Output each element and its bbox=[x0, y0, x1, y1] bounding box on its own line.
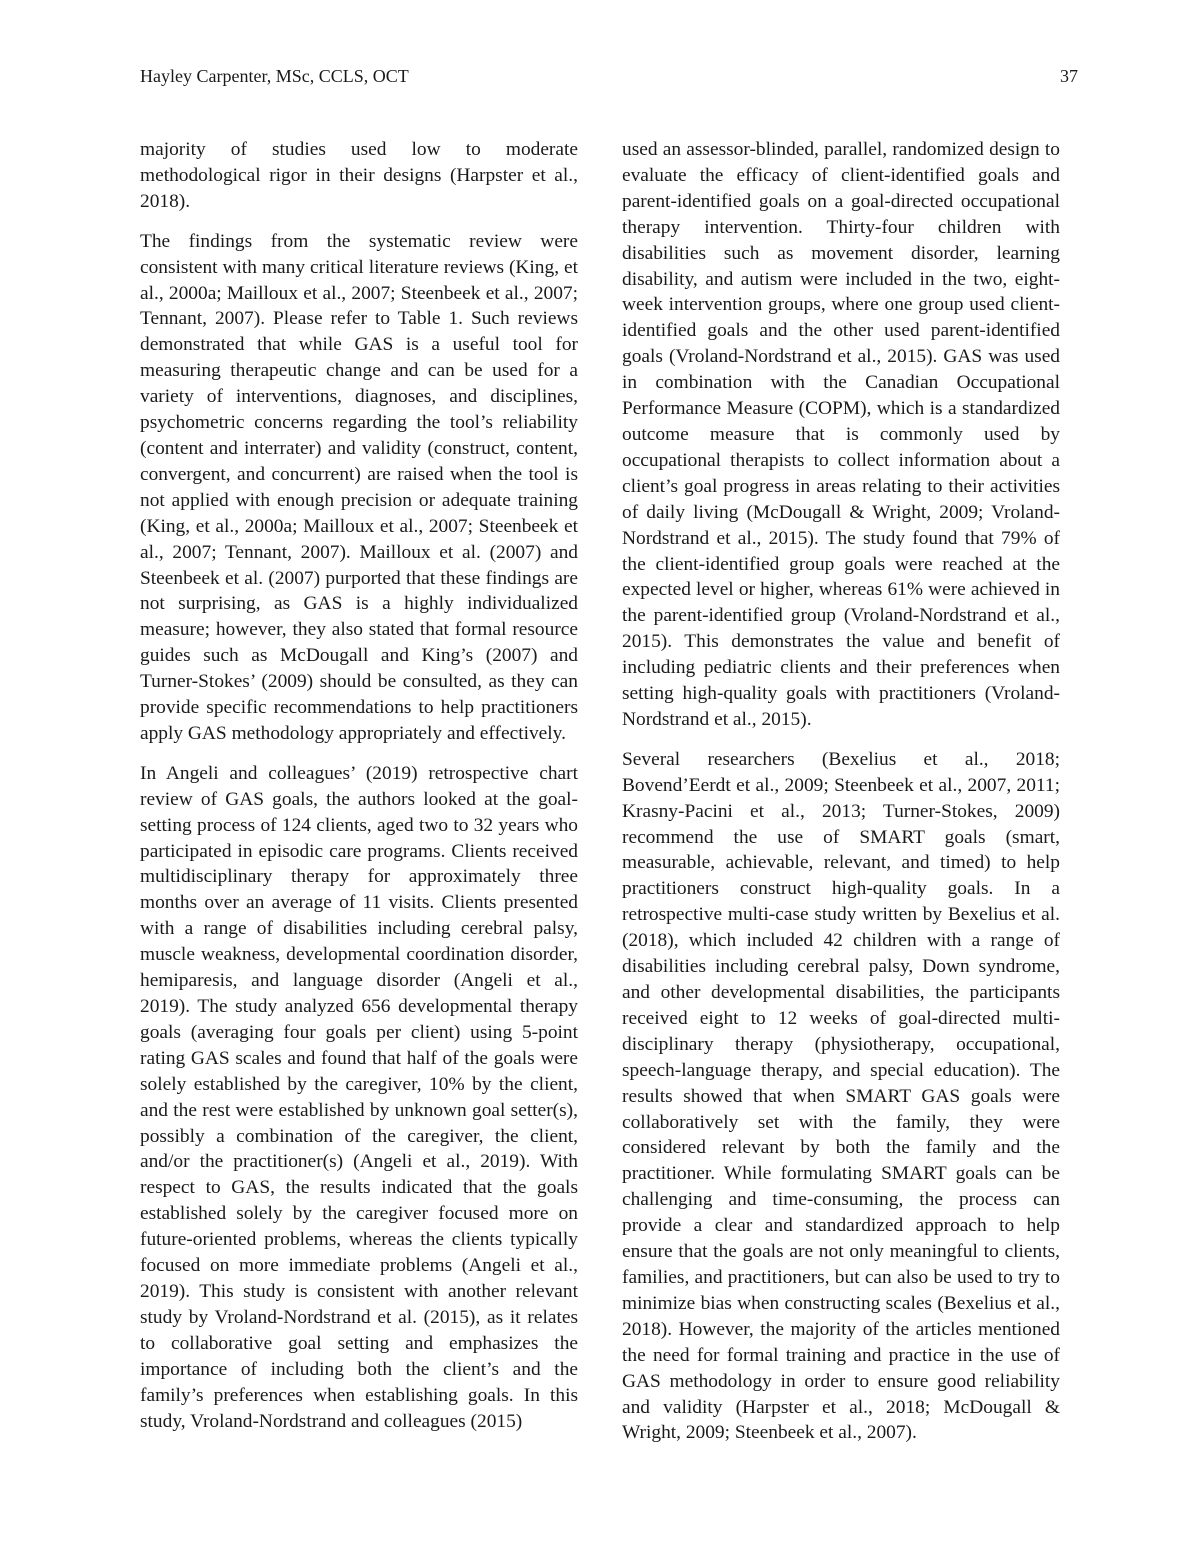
body-paragraph: The findings from the systematic review were consistent with many critical literature reviews (King, et al., 2000a; Mailloux et al., 2007; Steenbeek et al., 2007; Tennant, 2007). Please refer to Table 1. Such reviews demonstrated that while GAS is a useful tool for measuring therapeutic change and can be used for a variety of interventions, diagnoses, and disciplines, psychometric concerns regarding the tool’s reliability (content and interrater) and validity (construct, content, convergent, and concurrent) are raised when the tool is not applied with enough precision or adequate training (King, et al., 2000a; Mailloux et al., 2007; Steenbeek et al., 2007; Tennant, 2007). Mailloux et al. (2007) and Steenbeek et al. (2007) purported that these findings are not surprising, as GAS is a highly individualized measure; however, they also stated that formal resource guides such as McDougall and King’s (2007) and Turner-Stokes’ (2009) should be consulted, as they can provide specific recommendations to help practitioners apply GAS methodology appropriately and effectively. bbox=[140, 230, 578, 744]
body-paragraph: majority of studies used low to moderate methodological rigor in their designs (Harpster et al., 2018). bbox=[140, 139, 578, 212]
body-paragraph: In Angeli and colleagues’ (2019) retrospective chart review of GAS goals, the authors looked at the goal-setting process of 124 clients, aged two to 32 years who participated in episodic care programs. Clients received multidisciplinary therapy for approximately three months over an average of 11 visits. Clients presented with a range of disabilities including cerebral palsy, muscle weakness, developmental coordination disorder, hemiparesis, and language disorder (Angeli et al., 2019). The study analyzed 656 developmental therapy goals (averaging four goals per client) using 5-point rating GAS scales and found that half of the goals were solely established by the caregiver, 10% by the client, and the rest were established by unknown goal setter(s), possibly a combination of the caregiver, the client, and/or the practitioner(s) (Angeli et al., 2019). With respect to GAS, the results indicated that the goals established solely by the caregiver focused more on future-oriented problems, whereas the clients typically focused on more immediate problems (Angeli et al., 2019). This study is consistent with another relevant study by Vroland-Nordstrand et al. (2015), as it relates to collaborative goal setting and emphasizes the importance of including both the client’s and the family’s preferences when establishing goals. In this study, Vroland-Nordstrand and colleagues (2015) bbox=[140, 762, 578, 1432]
body-paragraph: used an assessor-blinded, parallel, randomized design to evaluate the efficacy of client-identified goals and parent-identified goals on a goal-directed occupational therapy intervention. Thirty-four children with disabilities such as movement disorder, learning disability, and autism were included in the two, eight-week intervention groups, where one group used client-identified goals and the other used parent-identified goals (Vroland-Nordstrand et al., 2015). GAS was used in combination with the Canadian Occupational Performance Measure (COPM), which is a standardized outcome measure that is commonly used by occupational therapists to collect information about a client’s goal progress in areas relating to their activities of daily living (McDougall & Wright, 2009; Vroland-Nordstrand et al., 2015). The study found that 79% of the client-identified group goals were reached at the expected level or higher, whereas 61% were achieved in the parent-identified group (Vroland-Nordstrand et al., 2015). This demonstrates the value and benefit of including pediatric clients and their preferences when setting high-quality goals with practitioners (Vroland-Nordstrand et al., 2015). bbox=[622, 139, 1060, 730]
right-column bbox=[622, 137, 1060, 1460]
page-number: 37 bbox=[1060, 66, 1078, 86]
body-paragraph: Several researchers (Bexelius et al., 2018; Bovend’Eerdt et al., 2009; Steenbeek et al., 2007, 2011; Krasny-Pacini et al., 2013; Turner-Stokes, 2009) recommend the use of SMART goals (smart, measurable, achievable, relevant, and timed) to help practitioners construct high-quality goals. In a retrospective multi-case study written by Bexelius et al. (2018), which included 42 children with a range of disabilities including cerebral palsy, Down syndrome, and other developmental disabilities, the participants received eight to 12 weeks of goal-directed multi-disciplinary therapy (physiotherapy, occupational, speech-language therapy, and special education). The results showed that when SMART GAS goals were collaboratively set with the family, they were considered relevant by both the family and the practitioner. While formulating SMART goals can be challenging and time-consuming, the process can provide a clear and standardized approach to help ensure that the goals are not only meaningful to clients, families, and practitioners, but can also be used to try to minimize bias when constructing scales (Bexelius et al., 2018). However, the majority of the articles mentioned the need for formal training and practice in the use of GAS methodology in order to ensure good reliability and validity (Harpster et al., 2018; McDougall & Wright, 2009; Steenbeek et al., 2007). bbox=[622, 748, 1060, 1444]
running-header bbox=[140, 62, 1078, 90]
author-line: Hayley Carpenter, MSc, CCLS, OCT bbox=[140, 66, 409, 86]
left-column bbox=[140, 137, 578, 1448]
